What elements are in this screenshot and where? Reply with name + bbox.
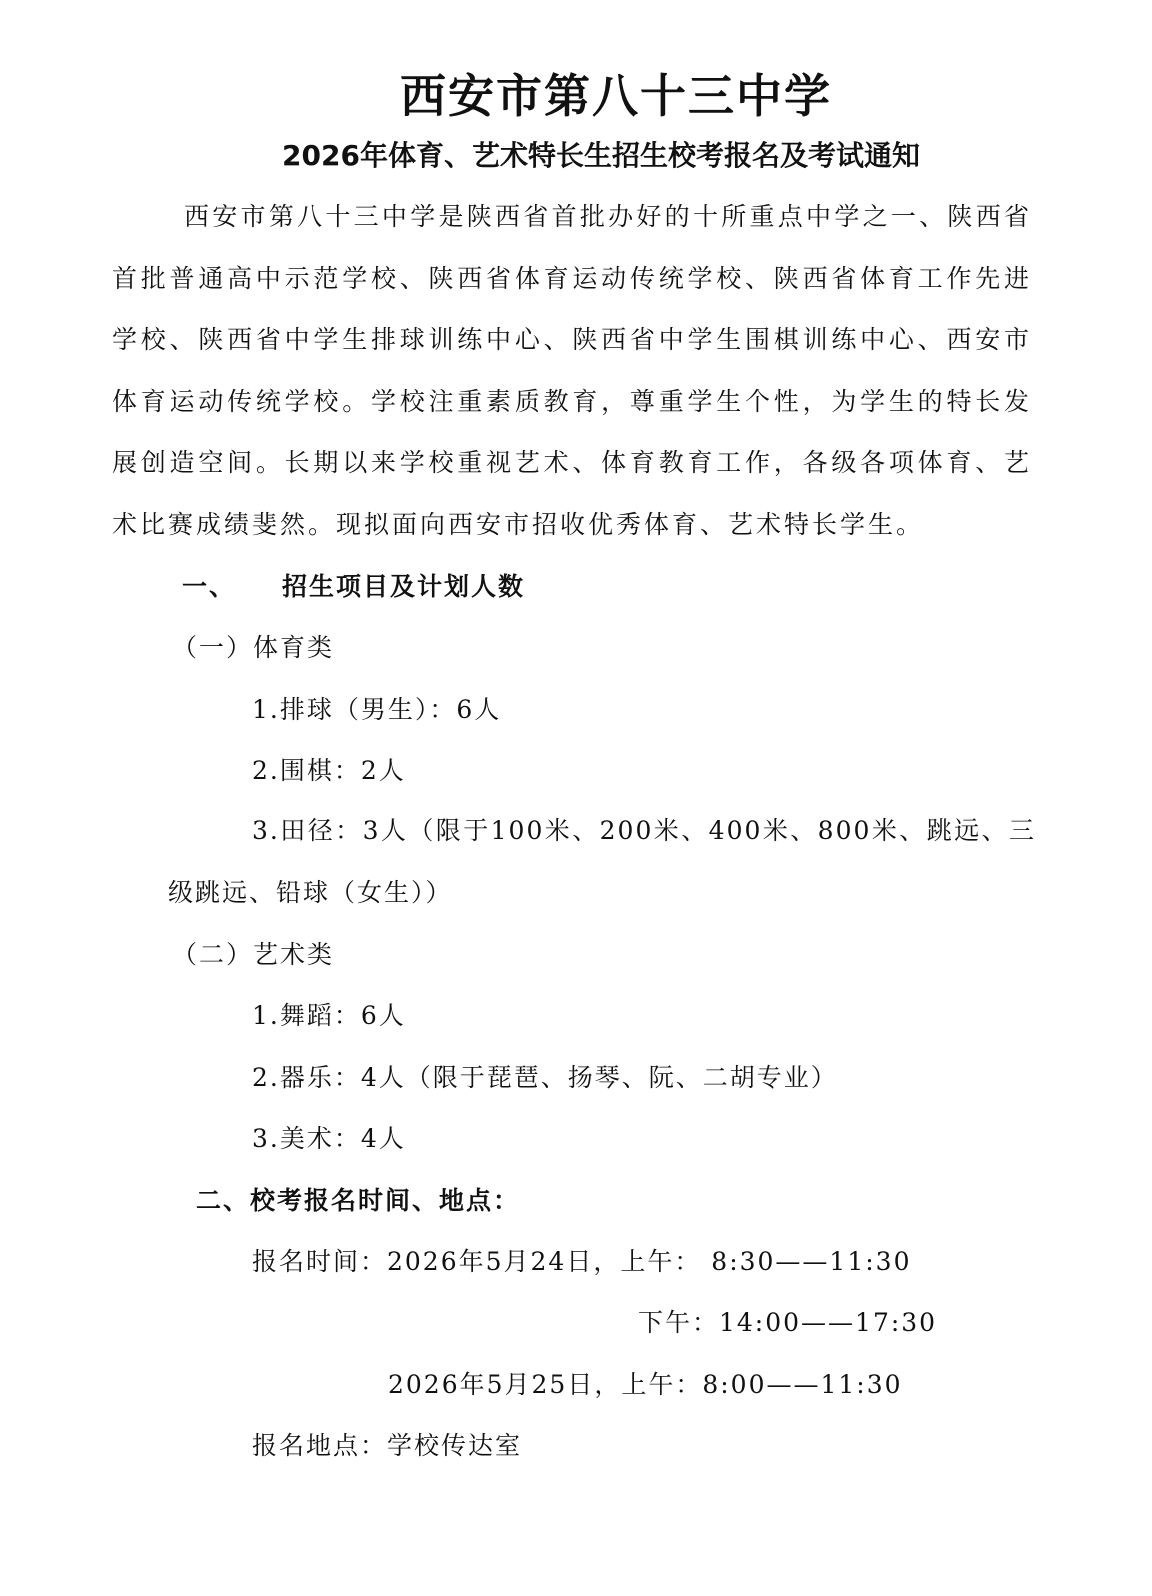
sports-category-label: （一）体育类 <box>172 633 335 662</box>
intro-paragraph: 西安市第八十三中学是陕西省首批办好的十所重点中学之一、陕西省首批普通高中示范学校、陕西省体育运动传统学校、陕西省体育工作先进学校、陕西省中学生排球训练中心、陕西省中学生围棋训练中心、西安市体育运动传统学校。学校注重素质教育，尊重学生个性，为学生的特长发展创造空间。长期以来学校重视艺术、体育教育工作，各级各项体育、艺术比赛成绩斐然。现拟面向西安市招收优秀体育、艺术特长学生。 <box>112 202 1032 539</box>
school-title: 西安市第八十三中学 <box>400 69 832 123</box>
section-1-number: 一、 <box>182 572 237 601</box>
registration-time-day1-morning: 报名时间：2026年5月24日，上午： 8:30——11:30 <box>252 1247 912 1276</box>
arts-item-instrumental: 2.器乐：4人（限于琵琶、扬琴、阮、二胡专业） <box>252 1063 838 1092</box>
sports-item-volleyball: 1.排球（男生）：6人 <box>252 695 502 724</box>
arts-category-label: （二）艺术类 <box>172 940 335 969</box>
notice-subtitle: 2026年体育、艺术特长生招生校考报名及考试通知 <box>282 139 920 172</box>
section-2-heading: 二、校考报名时间、地点： <box>196 1186 521 1215</box>
section-1-title: 招生项目及计划人数 <box>282 572 526 601</box>
arts-item-dance: 1.舞蹈：6人 <box>252 1001 406 1030</box>
sports-item-track-field: 3.田径：3人（限于100米、200米、400米、800米、跳远、三级跳远、铅球（女生）） <box>168 816 1036 907</box>
arts-item-fine-art: 3.美术：4人 <box>252 1124 406 1153</box>
registration-place: 报名地点：学校传达室 <box>252 1431 523 1460</box>
sports-item-go: 2.围棋：2人 <box>252 756 406 785</box>
registration-time-day2-morning: 2026年5月25日，上午：8:00——11:30 <box>388 1370 903 1399</box>
registration-time-day1-afternoon: 下午：14:00——17:30 <box>638 1308 938 1337</box>
section-1-heading <box>182 556 525 618</box>
